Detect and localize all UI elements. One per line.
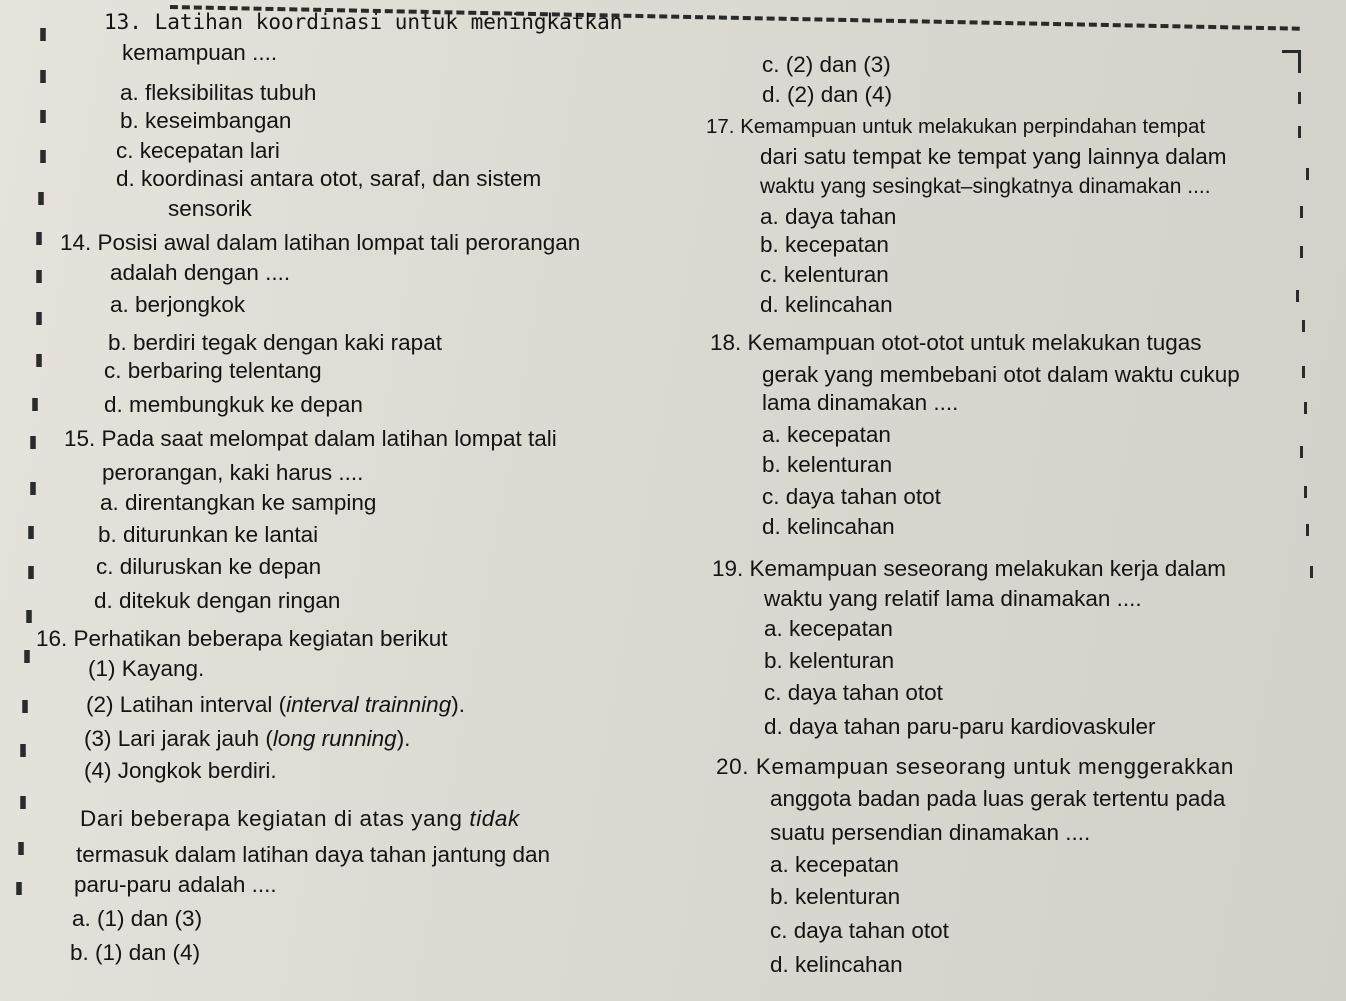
line-text: c. daya tahan otot xyxy=(770,918,949,943)
line-text: (2) Latihan interval ( xyxy=(86,692,287,717)
question-line xyxy=(74,870,277,899)
question-line xyxy=(760,142,1227,171)
question-line xyxy=(760,172,1211,201)
binding-mark xyxy=(1302,320,1305,332)
line-text: 19. Kemampuan seseorang melakukan kerja dalam xyxy=(712,556,1227,581)
line-text: dari satu tempat ke tempat yang lainnya dalam xyxy=(760,144,1227,169)
binding-mark xyxy=(40,110,46,123)
line-text: b. berdiri tegak dengan kaki rapat xyxy=(108,330,442,355)
line-text-tail: ). xyxy=(396,726,411,751)
line-text: adalah dengan .... xyxy=(110,260,291,285)
question-line xyxy=(770,916,949,945)
question-line xyxy=(70,938,200,967)
question-line xyxy=(86,690,465,719)
binding-mark xyxy=(36,270,42,283)
binding-mark xyxy=(40,28,46,41)
binding-mark xyxy=(1304,402,1307,414)
line-text: c. daya tahan otot xyxy=(764,680,943,705)
question-line xyxy=(102,458,363,487)
question-line xyxy=(762,512,895,541)
question-line xyxy=(72,904,202,933)
line-text: b. kelenturan xyxy=(770,884,901,909)
question-line xyxy=(110,290,245,319)
line-text-tail: ). xyxy=(451,692,465,717)
question-text xyxy=(712,554,1226,583)
line-text: waktu yang sesingkat–singkatnya dinamakan .... xyxy=(760,175,1211,198)
question-line xyxy=(762,450,892,479)
line-text: a. berjongkok xyxy=(110,292,246,317)
line-text: d. membungkuk ke depan xyxy=(104,392,363,417)
binding-mark xyxy=(22,700,28,713)
line-text: a. kecepatan xyxy=(762,422,891,447)
question-line xyxy=(760,260,889,289)
binding-mark xyxy=(1300,246,1303,258)
line-text: b. diturunkan ke lantai xyxy=(98,522,319,547)
line-text: a. daya tahan xyxy=(760,204,897,229)
question-line xyxy=(80,804,520,833)
line-text: d. daya tahan paru-paru kardiovaskuler xyxy=(764,714,1156,739)
question-line xyxy=(110,258,290,287)
italic-term: interval trainning xyxy=(286,692,452,717)
line-text: Dari beberapa kegiatan di atas yang xyxy=(80,806,470,831)
question-line xyxy=(168,194,252,223)
line-text: (4) Jongkok berdiri. xyxy=(84,758,277,783)
binding-mark xyxy=(28,566,34,579)
question-line xyxy=(120,78,316,107)
line-text: a. kecepatan xyxy=(764,616,893,641)
line-text: b. (1) dan (4) xyxy=(70,940,201,965)
binding-mark xyxy=(32,398,38,411)
line-text: a. fleksibilitas tubuh xyxy=(120,80,317,105)
line-text: d. ditekuk dengan ringan xyxy=(94,588,341,613)
question-line xyxy=(764,584,1142,613)
question-line xyxy=(764,678,943,707)
line-text: 16. Perhatikan beberapa kegiatan berikut xyxy=(36,626,448,651)
line-text: d. (2) dan (4) xyxy=(762,82,893,107)
question-text xyxy=(706,112,1205,141)
line-text: a. (1) dan (3) xyxy=(72,906,203,931)
question-line xyxy=(116,164,541,193)
question-line xyxy=(770,882,900,911)
line-text: c. kecepatan lari xyxy=(116,138,280,163)
question-line xyxy=(76,840,550,869)
question-text xyxy=(64,424,557,453)
question-line xyxy=(760,230,889,259)
line-text: lama dinamakan .... xyxy=(762,390,959,415)
question-line xyxy=(84,724,410,753)
italic-term: long running xyxy=(272,726,397,751)
question-line xyxy=(94,586,340,615)
question-line xyxy=(84,756,277,785)
binding-mark xyxy=(40,150,46,163)
question-line xyxy=(762,360,1240,389)
binding-mark xyxy=(28,526,34,539)
question-line xyxy=(98,520,318,549)
question-line xyxy=(764,712,1156,741)
line-text: c. berbaring telentang xyxy=(104,358,322,383)
question-line xyxy=(760,202,896,231)
question-text xyxy=(104,8,622,37)
line-text: b. keseimbangan xyxy=(120,108,292,133)
line-text: (3) Lari jarak jauh ( xyxy=(84,726,273,751)
line-text: d. koordinasi antara otot, saraf, dan sistem xyxy=(116,166,542,191)
line-text: c. (2) dan (3) xyxy=(762,52,891,77)
binding-mark xyxy=(1298,126,1301,138)
line-text: a. direntangkan ke samping xyxy=(100,490,377,515)
binding-mark xyxy=(1306,524,1309,536)
question-line xyxy=(770,850,899,879)
line-text: d. kelincahan xyxy=(762,514,895,539)
question-line xyxy=(122,38,277,67)
line-text: c. daya tahan otot xyxy=(762,484,941,509)
binding-mark xyxy=(1300,446,1303,458)
question-line xyxy=(764,646,894,675)
question-text xyxy=(60,228,580,257)
binding-mark xyxy=(1310,566,1313,578)
question-line xyxy=(770,818,1090,847)
line-text: c. kelenturan xyxy=(760,262,889,287)
line-text: c. diluruskan ke depan xyxy=(96,554,322,579)
question-line xyxy=(104,390,363,419)
question-line xyxy=(120,106,291,135)
italic-term: tidak xyxy=(469,806,520,831)
line-text: 15. Pada saat melompat dalam latihan lompat tali xyxy=(64,426,557,451)
binding-mark xyxy=(36,312,42,325)
binding-mark xyxy=(30,436,36,449)
binding-mark xyxy=(26,610,32,623)
question-line xyxy=(100,488,376,517)
binding-mark xyxy=(16,882,22,895)
cut-line-corner xyxy=(1282,50,1301,73)
binding-mark xyxy=(1306,168,1309,180)
question-line xyxy=(104,356,322,385)
question-text xyxy=(36,624,448,653)
question-line xyxy=(762,482,941,511)
binding-mark xyxy=(30,482,36,495)
question-text xyxy=(762,50,891,79)
line-text: b. kelenturan xyxy=(764,648,895,673)
binding-mark xyxy=(20,796,26,809)
question-line xyxy=(770,950,903,979)
line-text: waktu yang relatif lama dinamakan .... xyxy=(764,586,1142,611)
line-text: 17. Kemampuan untuk melakukan perpindahan tempat xyxy=(706,115,1206,138)
line-text: anggota badan pada luas gerak tertentu pada xyxy=(770,786,1226,811)
question-line xyxy=(762,388,958,417)
line-text: 13. Latihan koordinasi untuk meningkatkan xyxy=(104,10,623,34)
binding-mark xyxy=(1304,486,1307,498)
line-text: 18. Kemampuan otot-otot untuk melakukan tugas xyxy=(710,330,1202,355)
binding-mark xyxy=(38,192,44,205)
line-text: suatu persendian dinamakan .... xyxy=(770,820,1091,845)
question-line xyxy=(770,784,1225,813)
binding-mark xyxy=(36,354,42,367)
question-line xyxy=(116,136,280,165)
line-text: 20. Kemampuan seseorang untuk menggerakkan xyxy=(716,754,1235,779)
binding-mark xyxy=(36,232,42,245)
question-line xyxy=(760,290,893,319)
question-line xyxy=(762,80,892,109)
question-text xyxy=(716,752,1234,781)
binding-mark xyxy=(1296,290,1299,302)
question-line xyxy=(764,614,893,643)
line-text: gerak yang membebani otot dalam waktu cukup xyxy=(762,362,1240,387)
line-text: d. kelincahan xyxy=(760,292,893,317)
line-text: (1) Kayang. xyxy=(88,656,205,681)
line-text: sensorik xyxy=(168,196,252,221)
line-text: b. kelenturan xyxy=(762,452,893,477)
line-text: termasuk dalam latihan daya tahan jantung dan xyxy=(76,842,551,867)
question-line xyxy=(88,654,204,683)
binding-mark xyxy=(1298,92,1301,104)
question-line xyxy=(762,420,891,449)
binding-mark xyxy=(1300,206,1303,218)
binding-mark xyxy=(18,842,24,855)
question-line xyxy=(108,328,442,357)
binding-mark xyxy=(1302,366,1305,378)
question-line xyxy=(96,552,321,581)
question-text xyxy=(710,328,1202,357)
line-text: kemampuan .... xyxy=(122,40,278,65)
binding-mark xyxy=(40,70,46,83)
line-text: 14. Posisi awal dalam latihan lompat tali perorangan xyxy=(60,230,581,255)
line-text: paru-paru adalah .... xyxy=(74,872,277,897)
binding-mark xyxy=(20,744,26,757)
line-text: b. kecepatan xyxy=(760,232,889,257)
line-text: a. kecepatan xyxy=(770,852,899,877)
binding-mark xyxy=(24,650,30,663)
line-text: perorangan, kaki harus .... xyxy=(102,460,364,485)
line-text: d. kelincahan xyxy=(770,952,903,977)
